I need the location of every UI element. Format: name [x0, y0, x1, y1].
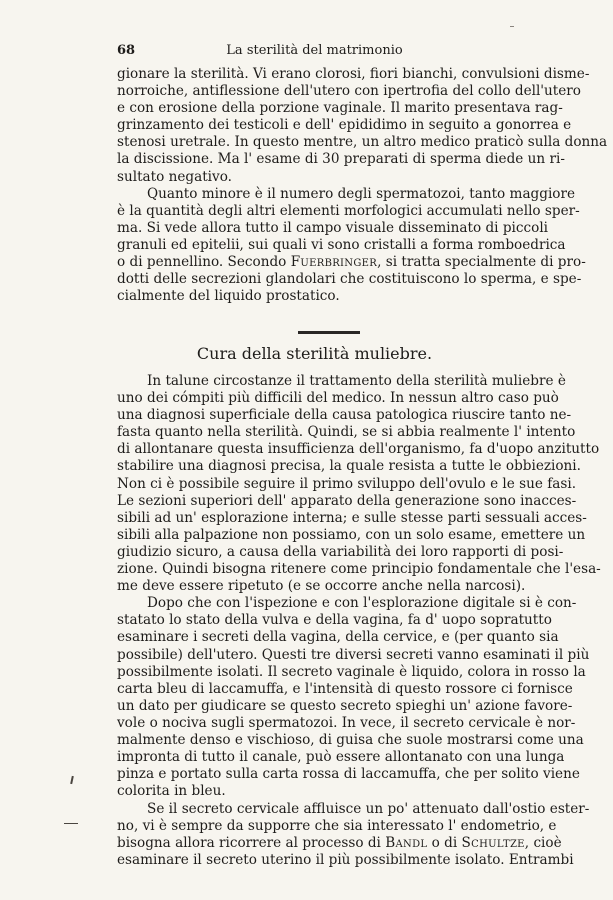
text-line: Quanto minore è il numero degli spermatozoi, tanto maggiore: [147, 185, 576, 202]
section-title: Cura della sterilità muliebre.: [196, 344, 433, 363]
text-span: o di: [427, 834, 462, 851]
text-line: carta bleu di laccamuffa, e l'intensità di questo rossore ci fornisce: [117, 680, 573, 697]
author-name: Bandl: [385, 834, 428, 851]
text-span: , si tratta specialmente di pro-: [377, 254, 586, 271]
text-line: cialmente del liquido prostatico.: [117, 288, 340, 305]
text-line: impronta di tutto il canale, può essere allontanato con una lunga: [117, 749, 565, 766]
paragraph-secretions: [117, 595, 590, 800]
page-number: 68: [117, 43, 136, 58]
text-line: un dato per giudicare se questo secreto spieghi un' azione favore-: [117, 697, 573, 714]
text-line: pinza e portato sulla carta rossa di laccamuffa, che per solito viene: [117, 766, 580, 783]
paragraph-diagnosis: [117, 373, 601, 595]
text-line: e con erosione della porzione vaginale. Il marito presentava rag-: [117, 100, 563, 117]
text-span: bisogna allora ricorrere al processo di: [117, 834, 386, 851]
text-line: norroiche, antiflessione dell'utero con ipertrofia del collo dell'utero: [117, 83, 581, 100]
text-line: sultato negativo.: [117, 168, 232, 185]
paragraph-continued: [117, 66, 608, 186]
text-line: gionare la sterilità. Vi erano clorosi, fiori bianchi, convulsioni disme-: [117, 66, 590, 82]
author-name: Schultze: [461, 834, 525, 851]
text-line: di allontanare questa insufficienza dell'organismo, fa d'uopo anzitutto: [117, 441, 600, 458]
paragraph-spermatozoa: [117, 185, 586, 306]
text-line-with-names: [117, 834, 562, 852]
margin-tick-mark: [70, 776, 74, 784]
top-margin-speck: [510, 26, 514, 27]
text-line: Non ci è possibile seguire il primo sviluppo dell'ovulo e le sue fasi.: [117, 475, 577, 492]
text-line: Le sezioni superiori dell' apparato della generazione sono inacces-: [117, 492, 577, 509]
author-name: Fuerbringer: [290, 254, 378, 271]
text-span: , cioè: [524, 834, 562, 851]
text-line: la discissione. Ma l' esame di 30 preparati di sperma diede un ri-: [117, 151, 565, 168]
text-line: no, vi è sempre da supporre che sia interessato l' endometrio, e: [117, 817, 557, 834]
text-line: esaminare il secreto uterino il più possibilmente isolato. Entrambi: [117, 851, 574, 868]
text-line: stabilire una diagnosi precisa, la quale resista a tutte le obbiezioni.: [117, 458, 581, 475]
text-line: colorita in bleu.: [117, 783, 226, 800]
text-line: granuli ed epitelii, sui quali vi sono cristalli a forma romboedrica: [117, 236, 566, 253]
margin-dash-mark: [64, 823, 78, 824]
text-line: statato lo stato della vulva e della vagina, fa d' uopo sopratutto: [117, 612, 552, 629]
text-line: sibili ad un' esplorazione interna; e sulle stesse parti sessuali acces-: [117, 509, 587, 526]
text-line: malmente denso e vischioso, di guisa che suole mostrarsi come una: [117, 732, 584, 749]
text-line: fasta quanto nella sterilità. Quindi, se si abbia realmente l' intento: [117, 424, 576, 441]
text-line: Dopo che con l'ispezione e con l'esplorazione digitale si è con-: [147, 595, 577, 612]
text-span: o di pennellino. Secondo: [117, 254, 291, 271]
text-line: me deve essere ripetuto (e se occorre anche nella narcosi).: [117, 578, 526, 595]
text-line: Se il secreto cervicale affluisce un po' attenuato dall'ostio ester-: [147, 800, 590, 817]
text-line: una diagnosi superficiale della causa patologica riuscire tanto ne-: [117, 407, 572, 424]
paragraph-cervical: [117, 800, 590, 869]
text-line: possibile) dell'utero. Questi tre diversi secreti vanno esaminati il più: [117, 646, 590, 663]
text-line: In talune circostanze il trattamento della sterilità muliebre è: [147, 373, 566, 389]
text-line: giudizio sicuro, a causa della variabilità dei loro rapporti di posi-: [117, 543, 564, 560]
text-line-with-name: [117, 254, 586, 271]
running-title: La sterilità del matrimonio: [226, 43, 403, 58]
text-line: dotti delle secrezioni glandolari che costituiscono lo sperma, e spe-: [117, 271, 582, 288]
text-line: uno dei cómpiti più difficili del medico. In nessun altro caso può: [117, 390, 559, 407]
text-line: ma. Si vede allora tutto il campo visuale disseminato di piccoli: [117, 219, 549, 236]
text-line: grinzamento dei testicoli e dell' epididimo in seguito a gonorrea e: [117, 117, 572, 134]
section-divider: [298, 331, 360, 334]
text-line: è la quantità degli altri elementi morfologici accumulati nello sper-: [117, 202, 580, 219]
text-line: possibilmente isolati. Il secreto vaginale è liquido, colora in rosso la: [117, 663, 586, 680]
page-header: [117, 43, 512, 61]
text-line: esaminare i secreti della vagina, della cervice, e (per quanto sia: [117, 629, 559, 646]
text-line: vole o nociva sugli spermatozoi. In vece, il secreto cervicale è nor-: [117, 714, 576, 731]
text-line: zione. Quindi bisogna ritenere come principio fondamentale che l'esa-: [117, 561, 601, 578]
text-line: sibili alla palpazione non possiamo, con un solo esame, emettere un: [117, 526, 586, 543]
text-line: stenosi uretrale. In questo mentre, un altro medico praticò sulla donna: [117, 134, 608, 151]
